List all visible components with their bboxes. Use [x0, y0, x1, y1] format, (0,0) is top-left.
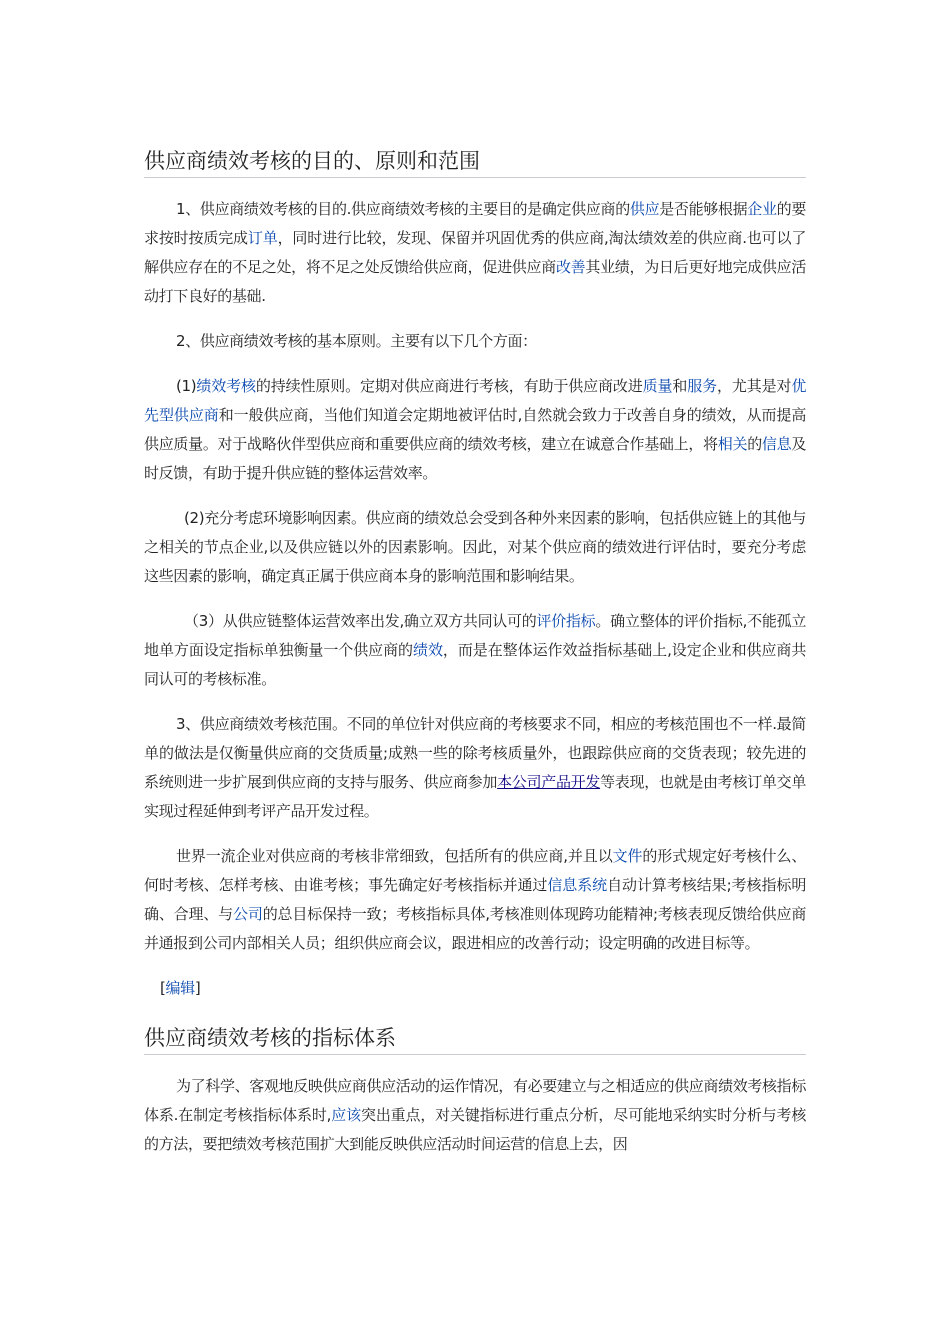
section-heading-purpose: 供应商绩效考核的目的、原则和范围 — [144, 146, 806, 178]
text: 自动计算考核结果;考核指标明确、合理、与 — [144, 876, 807, 923]
link-quality[interactable]: 质量 — [642, 377, 673, 395]
link-preferred-supplier[interactable]: 优先型供应商 — [144, 377, 806, 424]
text: 等表现，也就是由考核订单交单实现过程延伸到考评产品开发过程。 — [144, 773, 806, 820]
text: ，而是在整体运作效益指标基础上,设定企业和供应商共同认可的考核标准。 — [144, 641, 806, 688]
paragraph-purpose — [144, 195, 806, 311]
edit-bracket-close: ] — [194, 979, 201, 997]
link-company[interactable]: 公司 — [233, 905, 263, 923]
link-supply[interactable]: 供应 — [629, 200, 660, 218]
text: （3）从供应链整体运营效率出发,确立双方共同认可的 — [184, 612, 537, 630]
paragraph-scope — [144, 710, 806, 826]
text: 3、供应商绩效考核范围。不同的单位针对供应商的考核要求不同，相应的考核范围也不一样.最简单的做法是仅衡量供应商的交货质量;成熟一些的除考核质量外，也跟踪供应商的交货表现；较先进的系统则进一步扩展到供应商的支持与服务、供应商参加 — [144, 715, 806, 791]
section-heading-index-system: 供应商绩效考核的指标体系 — [144, 1023, 806, 1055]
link-should[interactable]: 应该 — [331, 1106, 361, 1124]
paragraph-principle-2: (2)充分考虑环境影响因素。供应商的绩效总会受到各种外来因素的影响，包括供应链上的其他与之相关的节点企业,以及供应链以外的因素影响。因此，对某个供应商的绩效进行评估时，要充分考虑这些因素的影响，确定真正属于供应商本身的影响范围和影响结果。 — [144, 509, 806, 585]
paragraph-index-system — [144, 1072, 806, 1159]
text: 其业绩，为日后更好地完成供应活动打下良好的基础. — [144, 258, 806, 305]
text: 的形式规定好考核什么、何时考核、怎样考核、由谁考核；事先确定好考核指标并通过 — [144, 847, 806, 894]
link-related[interactable]: 相关 — [717, 435, 748, 453]
text: 的要求按时按质完成 — [144, 200, 806, 247]
paragraph-world-class — [144, 842, 806, 958]
paragraph-principle-3 — [144, 607, 806, 694]
link-order[interactable]: 订单 — [247, 229, 278, 247]
link-performance[interactable]: 绩效 — [413, 641, 443, 659]
edit-bracket-open: [ — [160, 979, 166, 997]
link-enterprise[interactable]: 企业 — [747, 200, 777, 218]
text: 和 — [672, 377, 688, 395]
text: 突出重点，对关键指标进行重点分析，尽可能地采纳实时分析与考核的方法，要把绩效考核范围扩大到能反映供应活动时间运营的信息上去，因 — [144, 1106, 806, 1153]
link-information[interactable]: 信息 — [761, 435, 792, 453]
link-evaluation-index[interactable]: 评价指标 — [536, 612, 596, 630]
link-service[interactable]: 服务 — [687, 377, 717, 395]
paragraph-principles-intro: 2、供应商绩效考核的基本原则。主要有以下几个方面： — [176, 332, 537, 350]
text: 的持续性原则。定期对供应商进行考核，有助于供应商改进 — [255, 377, 643, 395]
text: ，尤其是对 — [716, 377, 792, 395]
link-document[interactable]: 文件 — [612, 847, 643, 865]
text: ，同时进行比较，发现、保留并巩固优秀的供应商,淘汰绩效差的供应商.也可以了解供应存在的不足之处，将不足之处反馈给供应商，促进供应商 — [144, 229, 806, 276]
link-product-development[interactable]: 本公司产品开发 — [497, 773, 601, 791]
text: 为了科学、客观地反映供应商供应活动的运作情况，有必要建立与之相适应的供应商绩效考核指标体系.在制定考核指标体系时, — [144, 1077, 806, 1124]
paragraph-principle-1 — [144, 372, 806, 488]
text: (1) — [176, 377, 197, 395]
text: 1、供应商绩效考核的目的.供应商绩效考核的主要目的是确定供应商的 — [176, 200, 630, 218]
link-information-system[interactable]: 信息系统 — [547, 876, 608, 894]
link-performance-appraisal[interactable]: 绩效考核 — [196, 377, 256, 395]
text: 的总目标保持一致；考核指标具体,考核准则体现跨功能精神;考核表现反馈给供应商并通报到公司内部相关人员；组织供应商会议，跟进相应的改善行动；设定明确的改进目标等。 — [144, 905, 806, 952]
text: 的 — [747, 435, 762, 453]
text: 世界一流企业对供应商的考核非常细致，包括所有的供应商,并且以 — [176, 847, 613, 865]
text: 和一般供应商，当他们知道会定期地被评估时,自然就会致力于改善自身的绩效，从而提高供应质量。对于战略伙伴型供应商和重要供应商的绩效考核，建立在诚意合作基础上，将 — [144, 406, 806, 453]
link-improve[interactable]: 改善 — [555, 258, 586, 276]
edit-section-line — [144, 974, 806, 1003]
text: 。确立整体的评价指标,不能孤立地单方面设定指标单独衡量一个供应商的 — [144, 612, 806, 659]
text: 及时反馈，有助于提升供应链的整体运营效率。 — [144, 435, 807, 482]
article-content — [144, 146, 806, 1175]
text: 是否能够根据 — [659, 200, 748, 218]
edit-link[interactable]: 编辑 — [165, 979, 195, 997]
